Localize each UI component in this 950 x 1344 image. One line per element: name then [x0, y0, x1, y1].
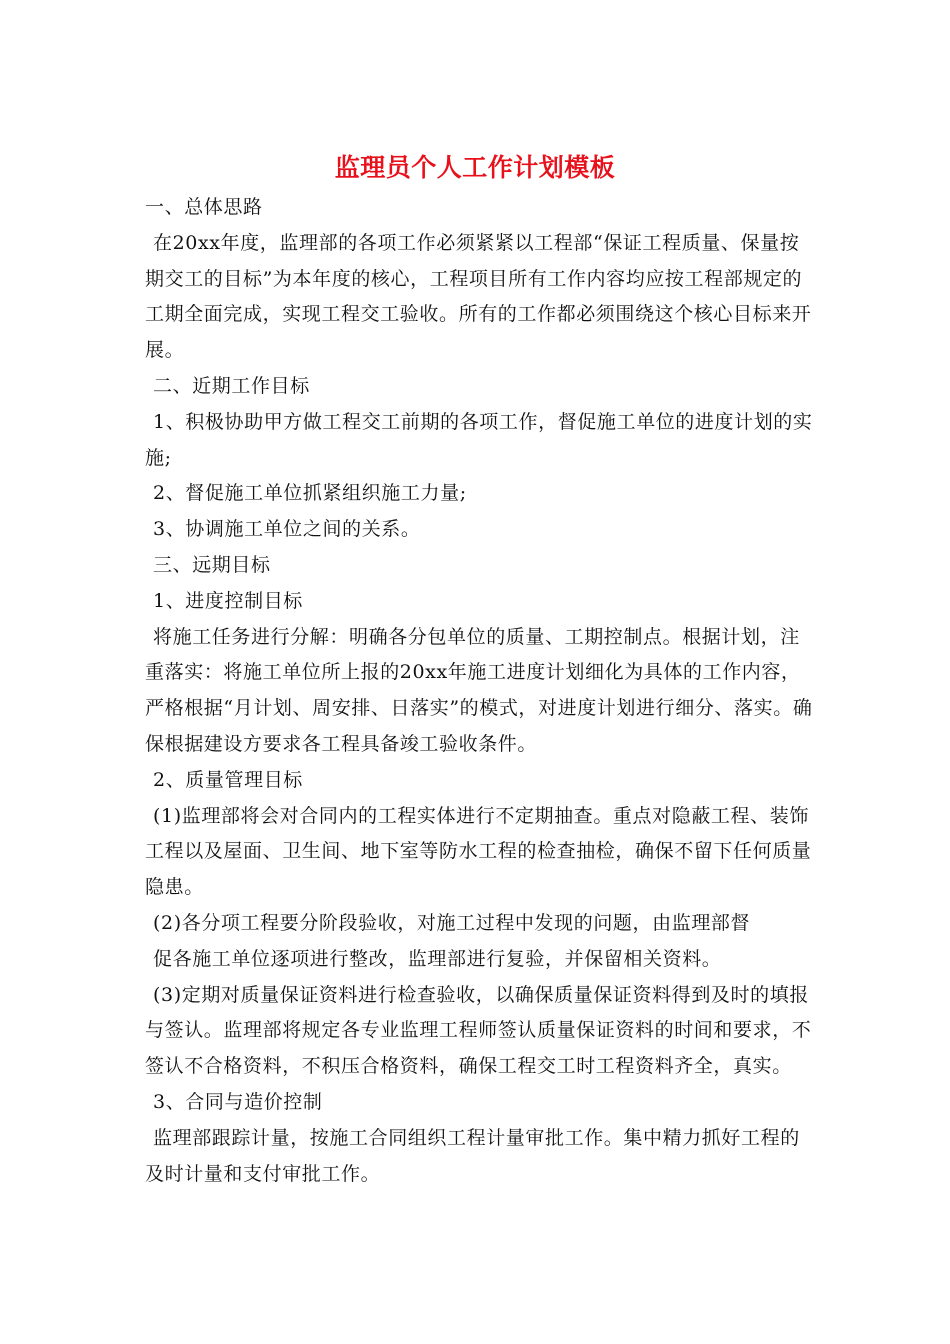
paragraph: 促各施工单位逐项进行整改，监理部进行复验，并保留相关资料。 [153, 947, 722, 970]
paragraph: 一、总体思路 [145, 196, 263, 218]
paragraph: 2、督促施工单位抓紧组织施工力量; [153, 482, 467, 505]
paragraph: 1、积极协助甲方做工程交工前期的各项工作，督促施工单位的进度计划的实施; [145, 410, 813, 469]
paragraph: 2、质量管理目标 [153, 768, 303, 791]
paragraph: (2)各分项工程要分阶段验收，对施工过程中发现的问题，由监理部督 [153, 911, 751, 934]
paragraph: 在20xx年度，监理部的各项工作必须紧紧以工程部“保证工程质量、保量按期交工的目标”为本年度的核心，工程项目所有工作内容均应按工程部规定的工期全面完成，实现工程交工验收。所有的工作都必须围绕这个核心目标来开展。 [145, 231, 812, 362]
paragraph: 二、近期工作目标 [153, 374, 310, 397]
paragraph: 监理部跟踪计量，按施工合同组织工程计量审批工作。集中精力抓好工程的及时计量和支付审批工作。 [145, 1126, 800, 1185]
paragraph: 3、合同与造价控制 [153, 1090, 323, 1113]
paragraph: 三、远期目标 [153, 553, 271, 576]
paragraph: 3、协调施工单位之间的关系。 [153, 518, 421, 541]
paragraph: (1)监理部将会对合同内的工程实体进行不定期抽查。重点对隐蔽工程、装饰工程以及屋面、卫生间、地下室等防水工程的检查抽检，确保不留下任何质量隐患。 [145, 804, 812, 899]
document-body [145, 190, 815, 1192]
paragraph: 1、进度控制目标 [153, 589, 303, 612]
document-title: 监理员个人工作计划模板 [334, 153, 616, 182]
paragraph: (3)定期对质量保证资料进行检查验收，以确保质量保证资料得到及时的填报与签认。监理部将规定各专业监理工程师签认质量保证资料的时间和要求，不签认不合格资料，不积压合格资料，确保工程交工时工程资料齐全，真实。 [145, 983, 812, 1078]
paragraph: 将施工任务进行分解：明确各分包单位的质量、工期控制点。根据计划，注重落实：将施工单位所上报的20xx年施工进度计划细化为具体的工作内容，严格根据“月计划、周安排、日落实”的模式，对进度计划进行细分、落实。确保根据建设方要求各工程具备竣工验收条件。 [145, 625, 813, 755]
